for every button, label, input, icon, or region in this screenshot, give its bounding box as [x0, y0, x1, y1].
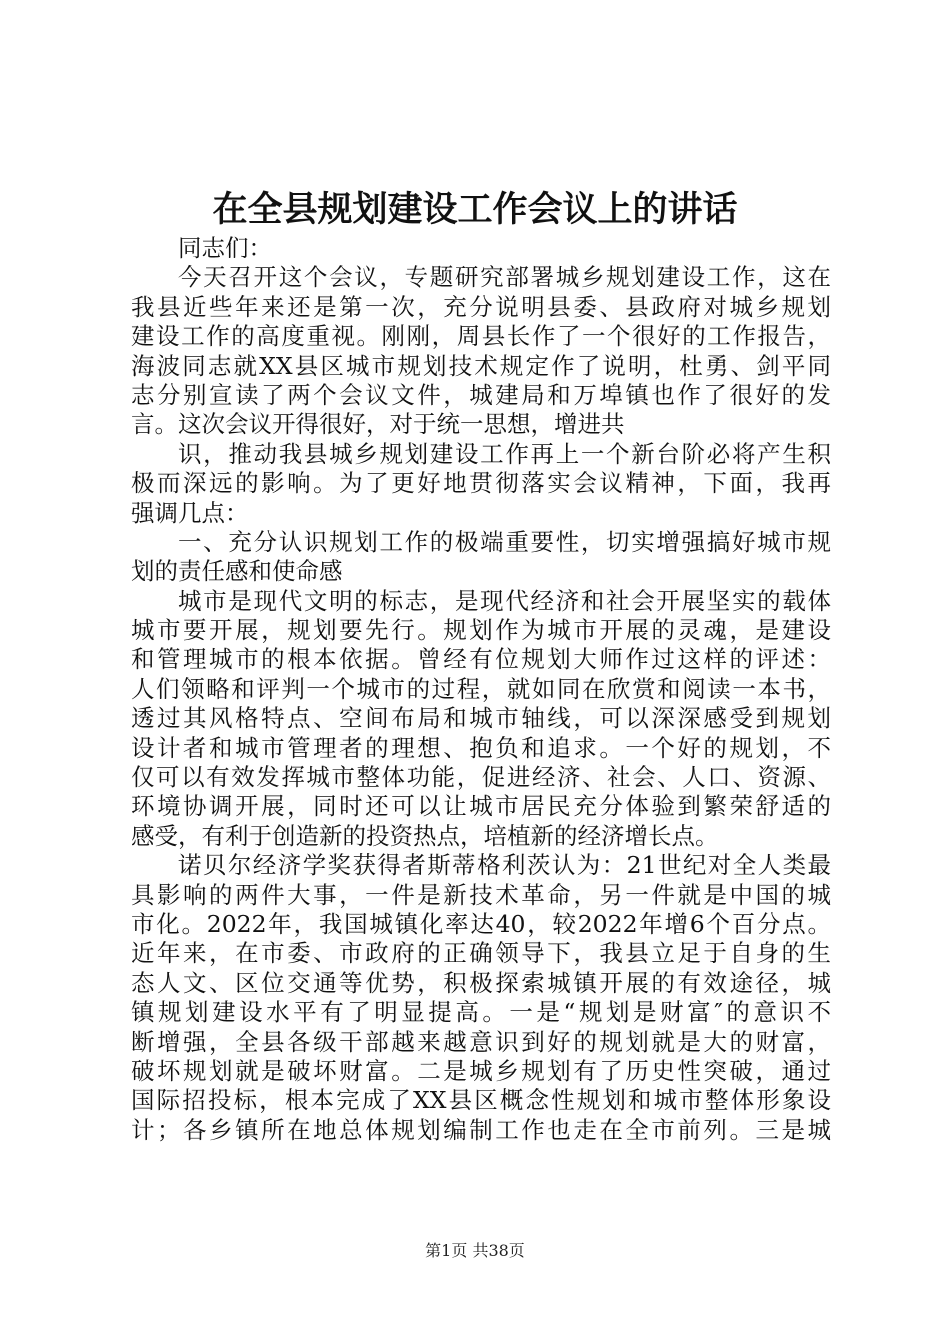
body-line: 感受，有利于创造新的投资热点，培植新的经济增长点。: [131, 821, 719, 850]
document-body: [131, 234, 831, 1145]
body-line: 仅可以有效发挥城市整体功能，促进经济、社会、人口、资源、: [131, 763, 831, 792]
body-line: 断增强，全县各级干部越来越意识到好的规划就是大的财富，: [131, 1027, 831, 1056]
body-line: 环境协调开展，同时还可以让城市居民充分体验到繁荣舒适的: [131, 792, 831, 821]
body-line: 划的责任感和使命感: [131, 557, 343, 586]
body-line: 破坏规划就是破坏财富。二是城乡规划有了历史性突破，通过: [131, 1056, 831, 1085]
body-line: 镇规划建设水平有了明显提高。一是“规划是财富″的意识不: [131, 998, 831, 1027]
body-line: 城市是现代文明的标志，是现代经济和社会开展坚实的载体: [178, 586, 831, 615]
document-title: 在全县规划建设工作会议上的讲话: [212, 189, 738, 230]
body-line: 今天召开这个会议，专题研究部署城乡规划建设工作，这在: [178, 263, 831, 292]
body-line: 具影响的两件大事，一件是新技术革命，另一件就是中国的城: [131, 880, 831, 909]
body-line: 人们领略和评判一个城市的过程，就如同在欣赏和阅读一本书，: [131, 674, 831, 703]
body-line: 计；各乡镇所在地总体规划编制工作也走在全市前列。三是城: [131, 1115, 831, 1144]
body-line: 海波同志就XX县区城市规划技术规定作了说明，杜勇、剑平同: [131, 351, 831, 380]
body-line: 极而深远的影响。为了更好地贯彻落实会议精神，下面，我再: [131, 469, 831, 498]
body-line: 设计者和城市管理者的理想、抱负和追求。一个好的规划，不: [131, 733, 831, 762]
body-line: 市化。2022年，我国城镇化率达40，较2022年增6个百分点。: [131, 909, 831, 938]
body-line: 一、充分认识规划工作的极端重要性，切实增强搞好城市规: [178, 527, 831, 556]
body-line: 言。这次会议开得很好，对于统一思想，增进共: [131, 410, 625, 439]
body-line: 态人文、区位交通等优势，积极探索城镇开展的有效途径，城: [131, 968, 831, 997]
body-line: 我县近些年来还是第一次，充分说明县委、县政府对城乡规划: [131, 292, 831, 321]
body-line: 建设工作的高度重视。刚刚，周县长作了一个很好的工作报告，: [131, 322, 831, 351]
body-line: 透过其风格特点、空间布局和城市轴线，可以深深感受到规划: [131, 704, 831, 733]
body-line: 志分别宣读了两个会议文件，城建局和万埠镇也作了很好的发: [131, 380, 831, 409]
body-line: 和管理城市的根本依据。曾经有位规划大师作过这样的评述：: [131, 645, 831, 674]
body-line: 同志们：: [178, 234, 272, 262]
body-line: 诺贝尔经济学奖获得者斯蒂格利茨认为：21世纪对全人类最: [178, 851, 831, 880]
body-line: 识，推动我县城乡规划建设工作再上一个新台阶必将产生积: [178, 439, 831, 468]
page-number-footer: 第1页 共38页: [425, 1241, 525, 1260]
body-line: 城市要开展，规划要先行。规划作为城市开展的灵魂，是建设: [131, 616, 831, 645]
body-line: 近年来，在市委、市政府的正确领导下，我县立足于自身的生: [131, 939, 831, 968]
body-line: 强调几点：: [131, 498, 249, 527]
body-line: 国际招投标，根本完成了XX县区概念性规划和城市整体形象设: [131, 1086, 831, 1115]
